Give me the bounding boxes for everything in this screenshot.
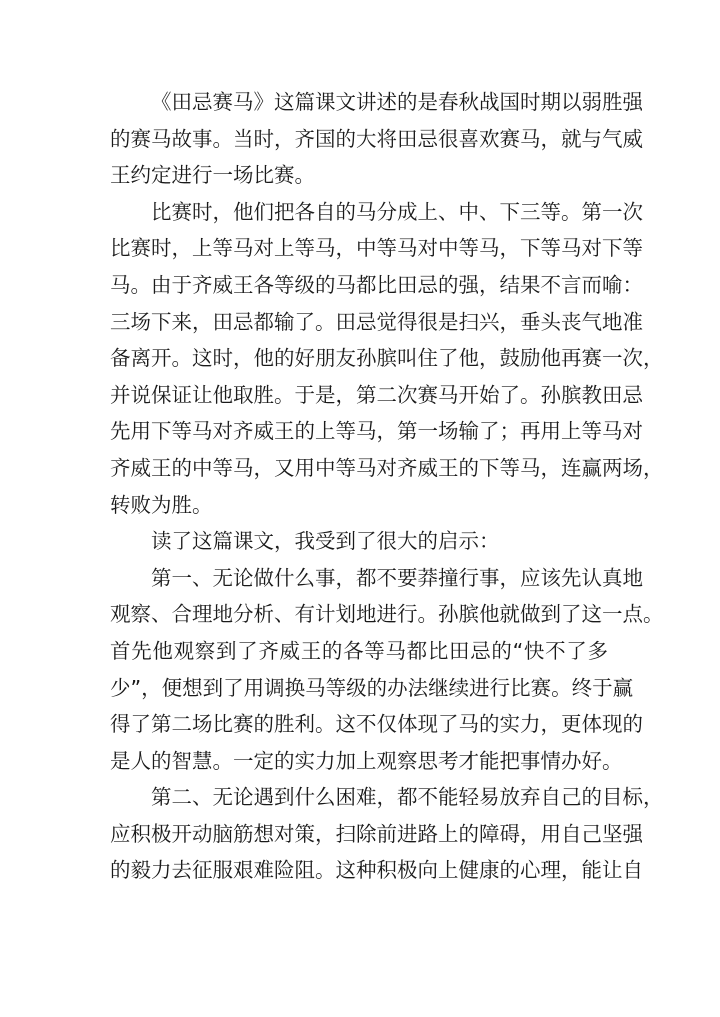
paragraph-reflection-intro (110, 523, 608, 560)
text-line: 是人的智慧。一定的实力加上观察思考才能把事情办好。 (110, 748, 623, 773)
text-line: 先用下等马对齐威王的上等马，第一场输了；再用上等马对 (110, 419, 643, 444)
text-line: 齐威王的中等马，又用中等马对齐威王的下等马，连赢两场， (110, 455, 664, 480)
paragraph-second-lesson (110, 779, 664, 889)
text-line: 王约定进行一场比赛。 (110, 163, 315, 188)
text-line: 并说保证让他取胜。于是，第二次赛马开始了。孙膑教田忌 (110, 382, 643, 407)
text-line: 比赛时，他们把各自的马分成上、中、下三等。第一次 (151, 199, 643, 224)
text-line: 三场下来，田忌都输了。田忌觉得很是扫兴，垂头丧气地准 (110, 309, 643, 334)
text-line: 比赛时，上等马对上等马，中等马对中等马，下等马对下等 (110, 236, 643, 261)
text-line: 马。由于齐威王各等级的马都比田忌的强，结果不言而喻： (110, 272, 643, 297)
paragraph-first-lesson (110, 560, 664, 780)
paragraph-race-story (110, 194, 664, 523)
text-line: 的毅力去征服艰难险阻。这种积极向上健康的心理，能让自 (110, 858, 643, 883)
text-line: 转败为胜。 (110, 492, 213, 517)
text-line: 的赛马故事。当时，齐国的大将田忌很喜欢赛马，就与气威 (110, 126, 643, 151)
text-line: 《田忌赛马》这篇课文讲述的是春秋战国时期以弱胜强 (151, 90, 643, 114)
text-line: 备离开。这时，他的好朋友孙膑叫住了他，鼓励他再赛一次， (110, 346, 664, 371)
text-line: 应积极开动脑筋想对策，扫除前进路上的障碍，用自己坚强 (110, 821, 643, 846)
text-line: 少”，便想到了用调换马等级的办法继续进行比赛。终于赢 (110, 675, 634, 700)
text-line: 得了第二场比赛的胜利。这不仅体现了马的实力，更体现的 (110, 712, 643, 737)
text-line: 首先他观察到了齐威王的各等马都比田忌的“快不了多 (110, 638, 608, 663)
text-line: 第二、无论遇到什么困难，都不能轻易放弃自己的目标， (151, 785, 664, 810)
text-line: 读了这篇课文，我受到了很大的启示： (151, 529, 500, 554)
paragraph-intro (110, 84, 643, 194)
document-page (110, 84, 664, 889)
text-line: 观察、合理地分析、有计划地进行。孙膑他就做到了这一点。 (110, 602, 664, 627)
text-line: 第一、无论做什么事，都不要莽撞行事，应该先认真地 (151, 565, 643, 590)
